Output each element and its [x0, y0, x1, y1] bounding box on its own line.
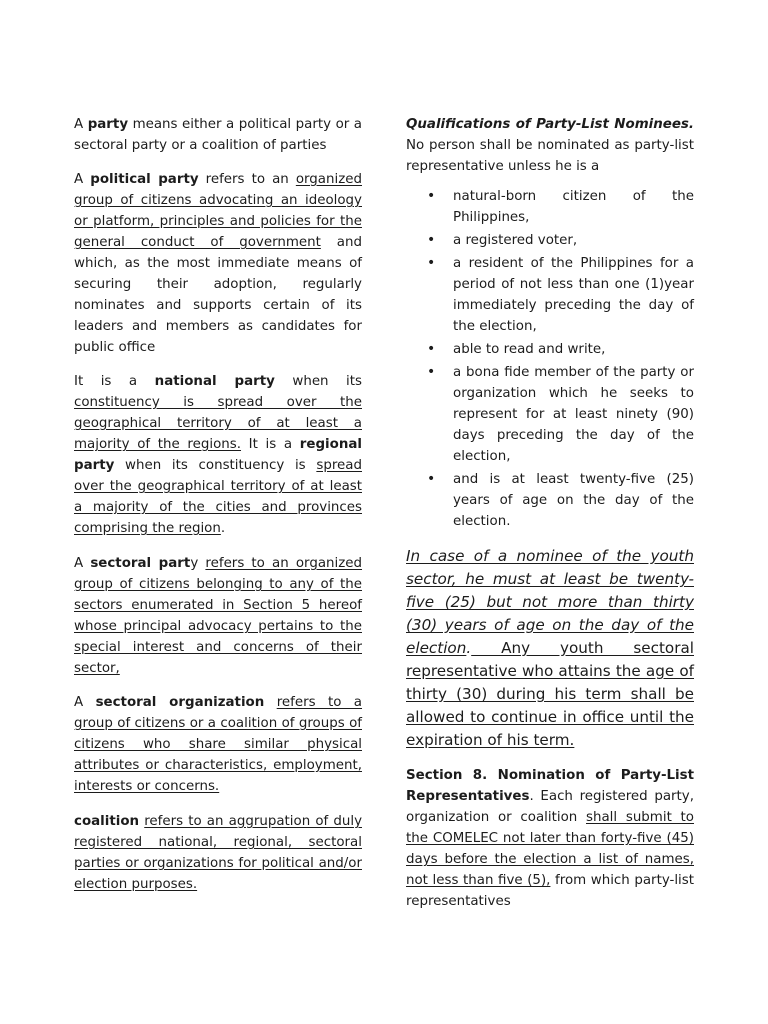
- underlined-text: refers to an organized group of citizens belonging to any of the sectors enumerated in Section 5 hereof whose principal advocacy pertains to the special interest and concerns of their sector,: [74, 556, 363, 676]
- left-column: [74, 114, 362, 895]
- section-8-paragraph: [406, 765, 694, 912]
- list-item: • able to read and write,: [406, 339, 694, 360]
- sectoral-party-definition: [74, 553, 362, 679]
- text: .: [466, 639, 472, 657]
- text: y: [190, 556, 199, 571]
- section-8-heading: Section 8. Nomination of Party-List Representatives: [406, 768, 694, 804]
- text: It is a: [74, 374, 155, 389]
- qualifications-heading: Qualifications of Party-List Nominees.: [406, 117, 694, 132]
- text: from which party-list representatives: [406, 873, 695, 909]
- term-national-party: national party: [154, 374, 275, 389]
- underlined-text: constituency is spread over the geographical territory of at least a majority of the regions.: [74, 395, 362, 452]
- national-party-definition: [74, 371, 362, 539]
- term-party: party: [87, 117, 129, 132]
- list-item: • and is at least twenty-five (25) years of age on the day of the election.: [406, 469, 694, 532]
- underlined-text: refers to an aggrupation of duly registered national, regional, sectoral parties or organizations for political and/or election purposes.: [74, 814, 362, 892]
- text: A: [74, 695, 96, 710]
- text: .: [220, 521, 226, 536]
- youth-sector-paragraph: [406, 545, 694, 752]
- text: . Each registered party, organization or coalition: [406, 789, 694, 825]
- sectoral-organization-definition: [74, 692, 362, 797]
- coalition-definition: [74, 811, 362, 895]
- text: A: [74, 172, 91, 187]
- text: when its: [274, 374, 363, 389]
- political-party-definition: [74, 169, 362, 358]
- list-item: • natural-born citizen of the Philippines,: [406, 186, 694, 228]
- text: when its constituency is: [114, 458, 317, 473]
- text: No person shall be nominated as party-list representative unless he is a: [406, 138, 694, 174]
- party-definition: [74, 114, 362, 156]
- text: A: [74, 117, 88, 132]
- list-item: • a bona fide member of the party or organization which he seeks to represent for at least ninety (90) days preceding the day of the election,: [406, 362, 694, 467]
- right-column: [406, 114, 694, 912]
- underlined-text: refers to a group of citizens or a coalition of groups of citizens who share similar physical attributes or characteristics, employment, interests or concerns.: [74, 695, 363, 794]
- text: means either a political party or a sectoral party or a coalition of parties: [74, 117, 362, 153]
- text: [264, 695, 276, 710]
- term-sectoral-organization: sectoral organization: [95, 695, 265, 710]
- underlined-text: spread over the geographical territory of at least a majority of the cities and provinces comprising the region: [74, 458, 362, 536]
- term-coalition: coalition: [74, 814, 140, 829]
- underlined-text: Any youth sectoral representative who attains the age of thirty (30) during his term shall be allowed to continue in office until the expiration of his term.: [406, 639, 694, 749]
- qualifications-paragraph: [406, 114, 694, 177]
- term-regional-party: regional party: [74, 437, 362, 473]
- term-sectoral-party: sectoral part: [90, 556, 191, 571]
- text: and which, as the most immediate means of securing their adoption, regularly nominates and supports certain of its leaders and members as candidates for public office: [74, 235, 362, 355]
- underlined-italic-text: In case of a nominee of the youth sector, he must at least be twenty-five (25) but not more than thirty (30) years of age on the day of the election: [406, 547, 694, 657]
- text: refers to an: [198, 172, 296, 187]
- underlined-text: organized group of citizens advocating an ideology or platform, principles and policies for the general conduct of government: [74, 172, 362, 250]
- text: A: [74, 556, 91, 571]
- term-political-party: political party: [90, 172, 199, 187]
- list-item: • a registered voter,: [406, 230, 694, 251]
- list-item: • a resident of the Philippines for a period of not less than one (1)year immediately preceding the day of the election,: [406, 253, 694, 337]
- text: It is a: [241, 437, 300, 452]
- qualifications-list: [406, 186, 694, 532]
- underlined-text: shall submit to the COMELEC not later than forty-five (45) days before the election a list of names, not less than five (5),: [406, 810, 694, 888]
